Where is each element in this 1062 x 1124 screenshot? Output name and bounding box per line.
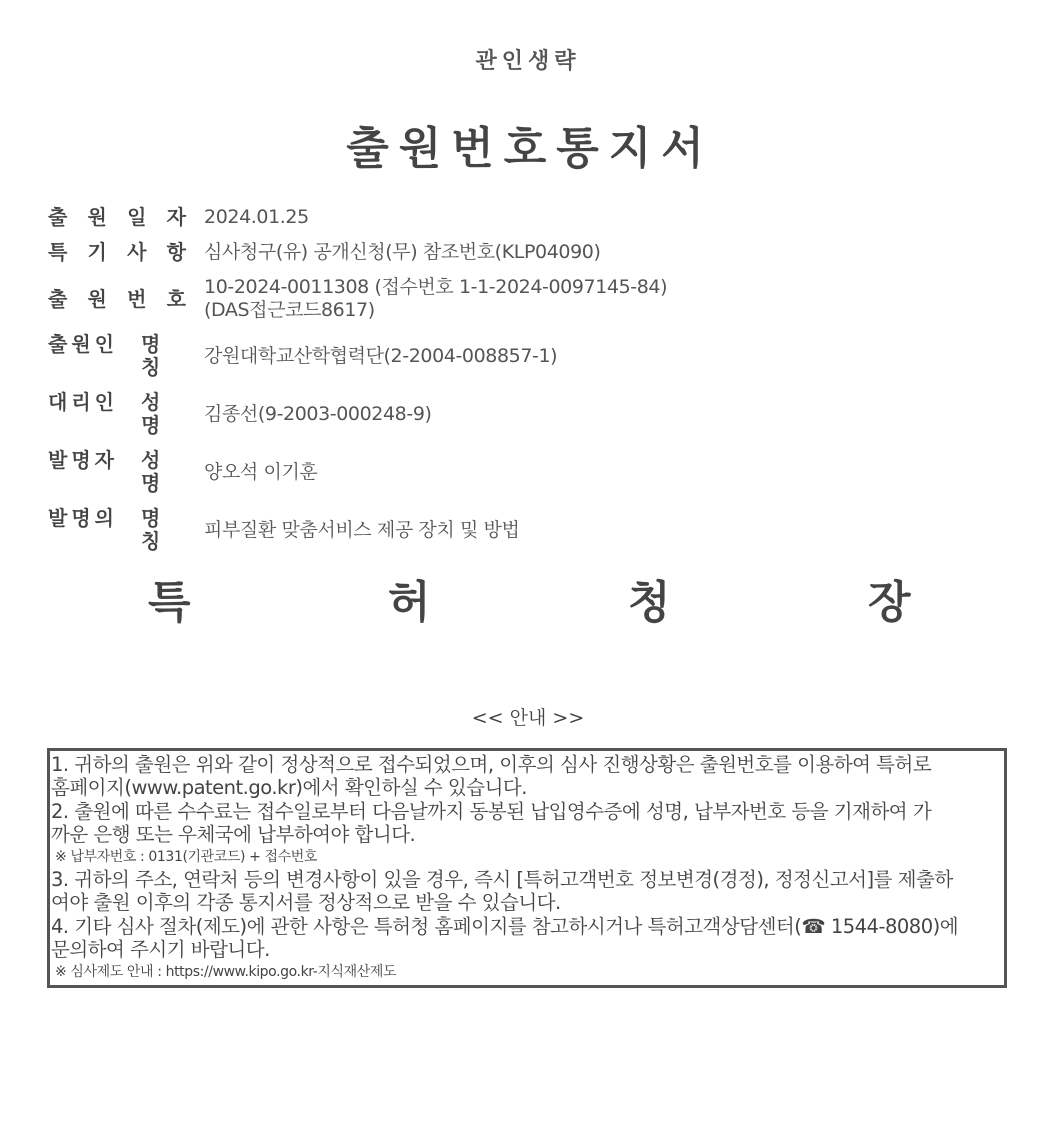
agent-name-label xyxy=(48,391,186,437)
filing-date-label-char-4: 자 xyxy=(166,205,186,229)
application-number-label xyxy=(48,288,186,311)
notice-note-exam-guide: ※ 심사제도 안내 : https://www.kipo.go.kr-지식재산제도 xyxy=(55,964,397,981)
info-row-special-notes xyxy=(48,241,948,264)
info-row-applicant-name xyxy=(48,333,948,379)
filing-date-label-char-3: 일 xyxy=(127,205,147,229)
inventor-name-label xyxy=(48,449,186,495)
invention-label-left: 발명의 xyxy=(48,506,118,530)
notice-item-4: 4. 기타 심사 절차(제도)에 관한 사항은 특허청 홈페이지를 참고하시거나 특허고객상담센터(☎ 1544-8080)에 문의하여 주시기 바랍니다. xyxy=(51,914,959,962)
special-notes-label-char-2: 기 xyxy=(87,240,107,264)
agent-label-right: 성명 xyxy=(141,390,165,437)
info-row-agent-name xyxy=(48,391,948,437)
filing-date-label-char-2: 원 xyxy=(87,205,107,229)
invention-label-right: 명칭 xyxy=(141,506,165,553)
inventor-label-left: 발명자 xyxy=(48,448,118,472)
notice-item-3: 3. 귀하의 주소, 연락처 등의 변경사항이 있을 경우, 즉시 [특허고객번호 정보변경(경정), 정정신고서]를 제출하 여야 출원 이후의 각종 통지서를 정상적으로 받을 수 있습니다. xyxy=(51,868,953,915)
special-notes-value: 심사청구(유) 공개신청(무) 참조번호(KLP04090) xyxy=(204,241,601,263)
application-info xyxy=(48,206,948,565)
special-notes-label xyxy=(48,241,186,264)
office-char-2: 허 xyxy=(388,577,431,628)
notice-item-1: 1. 귀하의 출원은 위와 같이 정상적으로 접수되었으며, 이후의 심사 진행상황은 출원번호를 이용하여 특허로 홈페이지(www.patent.go.kr)에서 확인하실 수 있습니다. xyxy=(51,753,932,800)
notice-item-2: 2. 출원에 따른 수수료는 접수일로부터 다음날까지 동봉된 납입영수증에 성명, 납부자번호 등을 기재하여 가 까운 은행 또는 우체국에 납부하여야 합니다. xyxy=(51,799,932,846)
application-number-label-char-3: 번 xyxy=(127,286,147,311)
application-number-label-char-4: 호 xyxy=(166,286,186,311)
document-title: 출원번호통지서 xyxy=(346,123,714,174)
applicant-label-right: 명칭 xyxy=(141,332,165,379)
applicant-label-left: 출원인 xyxy=(48,332,118,356)
notice-box xyxy=(47,748,1007,988)
invention-title-value: 피부질환 맞춤서비스 제공 장치 및 방법 xyxy=(204,518,520,541)
applicant-name-value: 강원대학교산학협력단(2-2004-008857-1) xyxy=(204,344,558,367)
inventor-label-right: 성명 xyxy=(141,448,165,495)
applicant-name-label xyxy=(48,333,186,379)
notice-note-payer-number: ※ 납부자번호 : 0131(기관코드) + 접수번호 xyxy=(55,849,317,866)
info-row-filing-date xyxy=(48,206,948,229)
inventor-name-value: 양오석 이기훈 xyxy=(204,460,318,483)
filing-date-label-char-1: 출 xyxy=(48,205,68,229)
agent-name-value: 김종선(9-2003-000248-9) xyxy=(204,402,432,425)
office-signature xyxy=(0,566,1062,626)
guide-title: << 안내 >> xyxy=(471,707,585,729)
seal-text: 관인생략 xyxy=(475,49,581,74)
office-char-1: 특 xyxy=(148,577,191,628)
filing-date-label xyxy=(48,206,186,229)
application-number-value: 10-2024-0011308 (접수번호 1-1-2024-0097145-84) (DAS접근코드8617) xyxy=(204,276,668,321)
info-row-invention-title xyxy=(48,507,948,553)
special-notes-label-char-4: 항 xyxy=(166,240,186,264)
filing-date-value: 2024.01.25 xyxy=(204,206,309,228)
application-number-label-char-2: 원 xyxy=(87,286,107,311)
invention-title-label xyxy=(48,507,186,553)
agent-label-left: 대리인 xyxy=(48,390,118,414)
special-notes-label-char-1: 특 xyxy=(48,240,68,264)
application-number-label-char-1: 출 xyxy=(48,286,68,311)
info-row-inventor-name xyxy=(48,449,948,495)
special-notes-label-char-3: 사 xyxy=(127,240,147,264)
office-char-3: 청 xyxy=(628,577,671,628)
info-row-application-number xyxy=(48,276,948,322)
office-char-4: 장 xyxy=(868,577,911,628)
